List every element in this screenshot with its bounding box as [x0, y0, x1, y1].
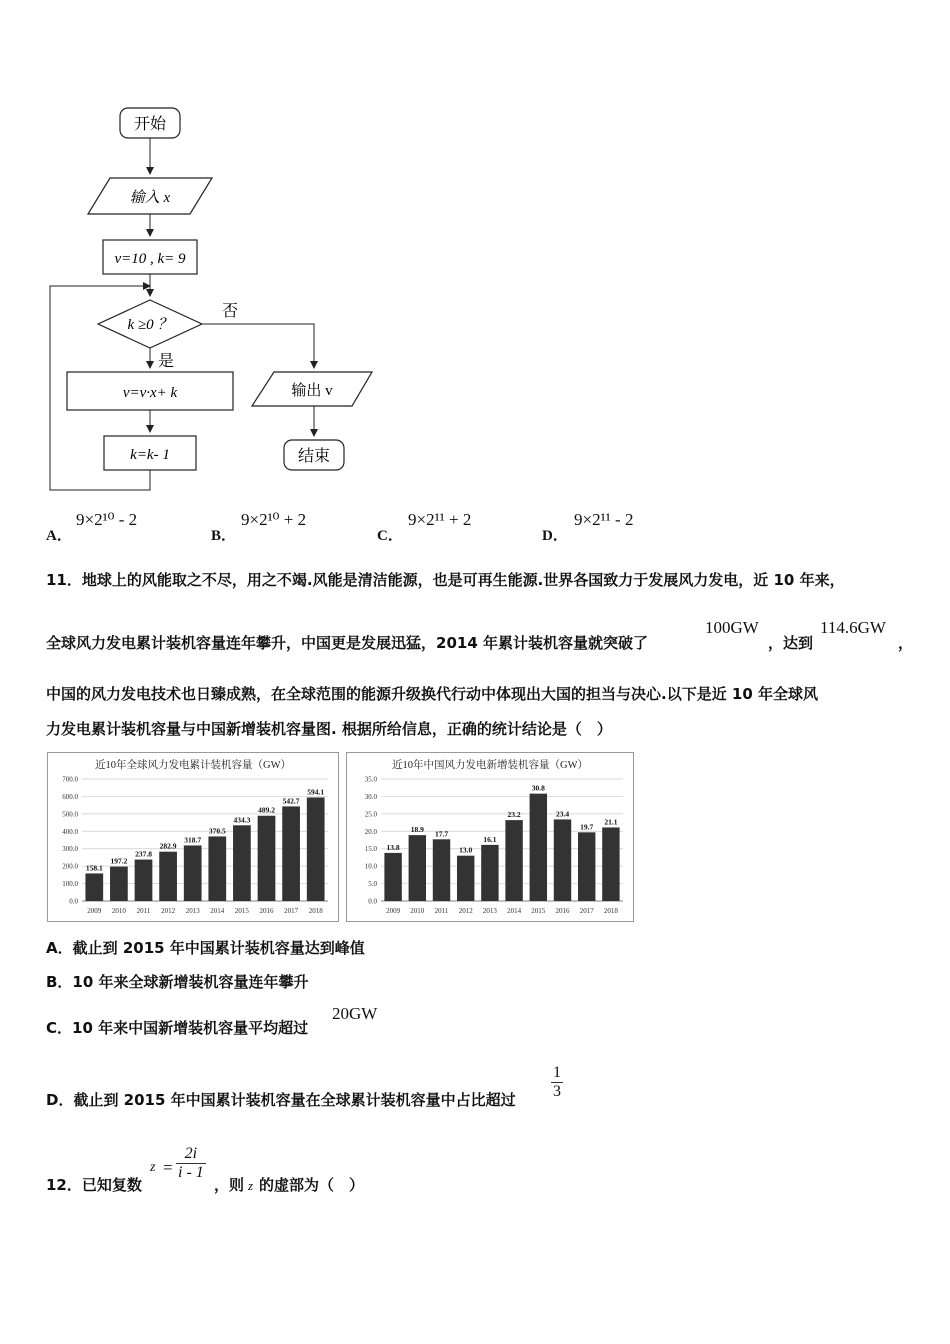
- q10-option-b-value: 9×2¹⁰ + 2: [241, 510, 307, 529]
- bar: [384, 853, 401, 901]
- bar: [578, 832, 595, 901]
- data-label: 18.9: [410, 825, 424, 835]
- bar: [110, 867, 128, 901]
- x-tick-label: 2015: [531, 907, 546, 915]
- q10-option-b-letter: B．: [211, 528, 237, 544]
- x-tick-label: 2012: [458, 907, 473, 915]
- x-tick-label: 2016: [259, 907, 274, 915]
- bar: [135, 860, 153, 901]
- x-tick-label: 2010: [111, 907, 126, 915]
- data-label: 16.1: [483, 834, 497, 844]
- bar: [233, 825, 251, 901]
- x-tick-label: 2013: [185, 907, 200, 915]
- y-tick-label: 0.0: [368, 897, 377, 906]
- bar: [159, 852, 177, 901]
- chart-title: 近10年全球风力发电累计装机容量（GW）: [95, 760, 291, 771]
- chart-china-new-svg: [347, 753, 633, 921]
- init-label: v=10 , k= 9: [114, 251, 186, 267]
- data-label: 30.8: [531, 783, 545, 793]
- x-tick-label: 2010: [410, 907, 425, 915]
- q10-option-a-letter: A．: [46, 528, 72, 544]
- x-tick-label: 2017: [579, 907, 594, 915]
- q11-option-c-value: 20GW: [332, 1004, 378, 1023]
- bar: [457, 856, 474, 901]
- y-tick-label: 10.0: [364, 862, 377, 871]
- data-label: 370.5: [208, 826, 226, 836]
- y-tick-label: 600.0: [62, 792, 78, 801]
- bar: [282, 806, 300, 901]
- data-label: 489.2: [258, 805, 275, 815]
- data-label: 13.0: [459, 845, 473, 855]
- q12-equals: =: [163, 1158, 173, 1177]
- y-tick-label: 20.0: [364, 827, 377, 836]
- yes-label: 是: [158, 353, 175, 370]
- q11-option-d-fraction: [551, 1064, 563, 1101]
- x-tick-label: 2015: [234, 907, 249, 915]
- q12-mid: ，则: [214, 1176, 245, 1194]
- fraction-numerator: 1: [553, 1064, 561, 1081]
- q12-z: z: [150, 1160, 156, 1175]
- data-label: 237.8: [135, 849, 152, 859]
- q12-denominator: i - 1: [178, 1164, 204, 1181]
- chart-china-new: [346, 752, 634, 922]
- data-label: 21.1: [604, 817, 618, 827]
- q10-option-d-letter: D．: [542, 528, 568, 544]
- chart-global-cumulative: [47, 752, 339, 922]
- update-k-label: k=k- 1: [130, 447, 170, 463]
- bar: [505, 820, 522, 901]
- x-tick-label: 2017: [284, 907, 299, 915]
- q11-option-c: C．10 年来中国新增装机容量平均超过: [46, 1019, 309, 1037]
- y-tick-label: 400.0: [62, 827, 78, 836]
- x-tick-label: 2011: [434, 907, 449, 915]
- bar: [530, 794, 547, 901]
- q12-prefix: 12．已知复数: [46, 1176, 142, 1194]
- q10-option-c-value: 9×2¹¹ + 2: [408, 510, 472, 529]
- data-label: 23.4: [555, 809, 570, 819]
- q10-options: [46, 510, 906, 544]
- data-label: 17.7: [434, 829, 449, 839]
- no-label: 否: [222, 303, 239, 320]
- y-tick-label: 35.0: [364, 775, 377, 784]
- fraction-denominator: 3: [553, 1083, 561, 1100]
- y-tick-label: 15.0: [364, 845, 377, 854]
- x-tick-label: 2011: [136, 907, 151, 915]
- x-tick-label: 2018: [308, 907, 323, 915]
- flowchart: [40, 100, 400, 500]
- start-label: 开始: [133, 116, 167, 133]
- y-tick-label: 200.0: [62, 862, 78, 871]
- condition-label: k ≥0 ？: [127, 317, 173, 333]
- q11-line3: 中国的风力发电技术也日臻成熟，在全球范围的能源升级换代行动中体现出大国的担当与决心.以下是近 10 年全球风: [46, 685, 819, 703]
- q12-numerator: 2i: [176, 1145, 206, 1164]
- x-tick-label: 2009: [87, 907, 102, 915]
- bar: [409, 835, 426, 901]
- end-label: 结束: [297, 448, 331, 465]
- input-label: 输入 x: [129, 190, 171, 206]
- y-tick-label: 100.0: [62, 880, 78, 889]
- q10-option-a-value: 9×2¹⁰ - 2: [76, 510, 138, 529]
- x-tick-label: 2012: [161, 907, 176, 915]
- x-tick-label: 2018: [603, 907, 618, 915]
- data-label: 19.7: [580, 822, 594, 832]
- data-label: 197.2: [110, 856, 128, 866]
- data-label: 594.1: [307, 787, 325, 797]
- q10-option-d-value: 9×2¹¹ - 2: [574, 510, 634, 529]
- chart-global-cumulative-svg: [48, 753, 338, 921]
- y-tick-label: 300.0: [62, 845, 78, 854]
- bar: [208, 836, 226, 901]
- q11-value-100gw: 100GW: [705, 618, 759, 637]
- bar: [258, 816, 276, 901]
- data-label: 434.3: [233, 815, 251, 825]
- y-tick-label: 700.0: [62, 775, 78, 784]
- data-label: 13.8: [386, 842, 400, 852]
- y-tick-label: 0.0: [69, 897, 78, 906]
- bar: [554, 819, 571, 901]
- q11-value-114gw: 114.6GW: [820, 618, 886, 637]
- q12-fraction: [176, 1145, 206, 1182]
- y-tick-label: 5.0: [368, 880, 377, 889]
- q11-line2b: ，达到: [768, 634, 814, 652]
- bar: [433, 839, 450, 901]
- data-label: 23.2: [507, 810, 521, 820]
- bar: [481, 845, 498, 901]
- update-v-label: v=v·x+ k: [122, 385, 178, 401]
- bar: [85, 873, 103, 901]
- bar: [184, 845, 202, 901]
- x-tick-label: 2016: [555, 907, 570, 915]
- y-tick-label: 500.0: [62, 810, 78, 819]
- q10-option-c-letter: C．: [377, 528, 403, 544]
- data-label: 318.7: [184, 835, 202, 845]
- bar: [602, 827, 619, 901]
- x-tick-label: 2014: [507, 907, 522, 915]
- q11-line4: 力发电累计装机容量与中国新增装机容量图. 根据所给信息，正确的统计结论是（ ）: [46, 720, 612, 738]
- x-tick-label: 2014: [210, 907, 225, 915]
- q11-option-b: B．10 年来全球新增装机容量连年攀升: [46, 973, 309, 991]
- data-label: 158.1: [85, 863, 103, 873]
- q11-line2a: 全球风力发电累计装机容量连年攀升，中国更是发展迅猛，2014 年累计装机容量就突破了: [46, 634, 648, 652]
- q12-suffix: 的虚部为（ ）: [259, 1176, 365, 1194]
- q11-option-a: A．截止到 2015 年中国累计装机容量达到峰值: [46, 939, 365, 957]
- q11-line2c: ，: [898, 634, 914, 652]
- q11-option-d: D．截止到 2015 年中国累计装机容量在全球累计装机容量中占比超过: [46, 1091, 516, 1109]
- bar: [307, 797, 325, 901]
- q11-line1: 11．地球上的风能取之不尽，用之不竭.风能是清洁能源，也是可再生能源.世界各国致力于发展风力发电，近 10 年来，: [46, 571, 845, 589]
- q12-z2: z: [248, 1178, 254, 1193]
- data-label: 282.9: [159, 841, 177, 851]
- data-label: 542.7: [282, 796, 300, 806]
- output-label: 输出 v: [291, 383, 333, 399]
- x-tick-label: 2009: [386, 907, 401, 915]
- y-tick-label: 25.0: [364, 810, 377, 819]
- y-tick-label: 30.0: [364, 792, 377, 801]
- x-tick-label: 2013: [482, 907, 497, 915]
- chart-title: 近10年中国风力发电新增装机容量（GW）: [392, 760, 588, 771]
